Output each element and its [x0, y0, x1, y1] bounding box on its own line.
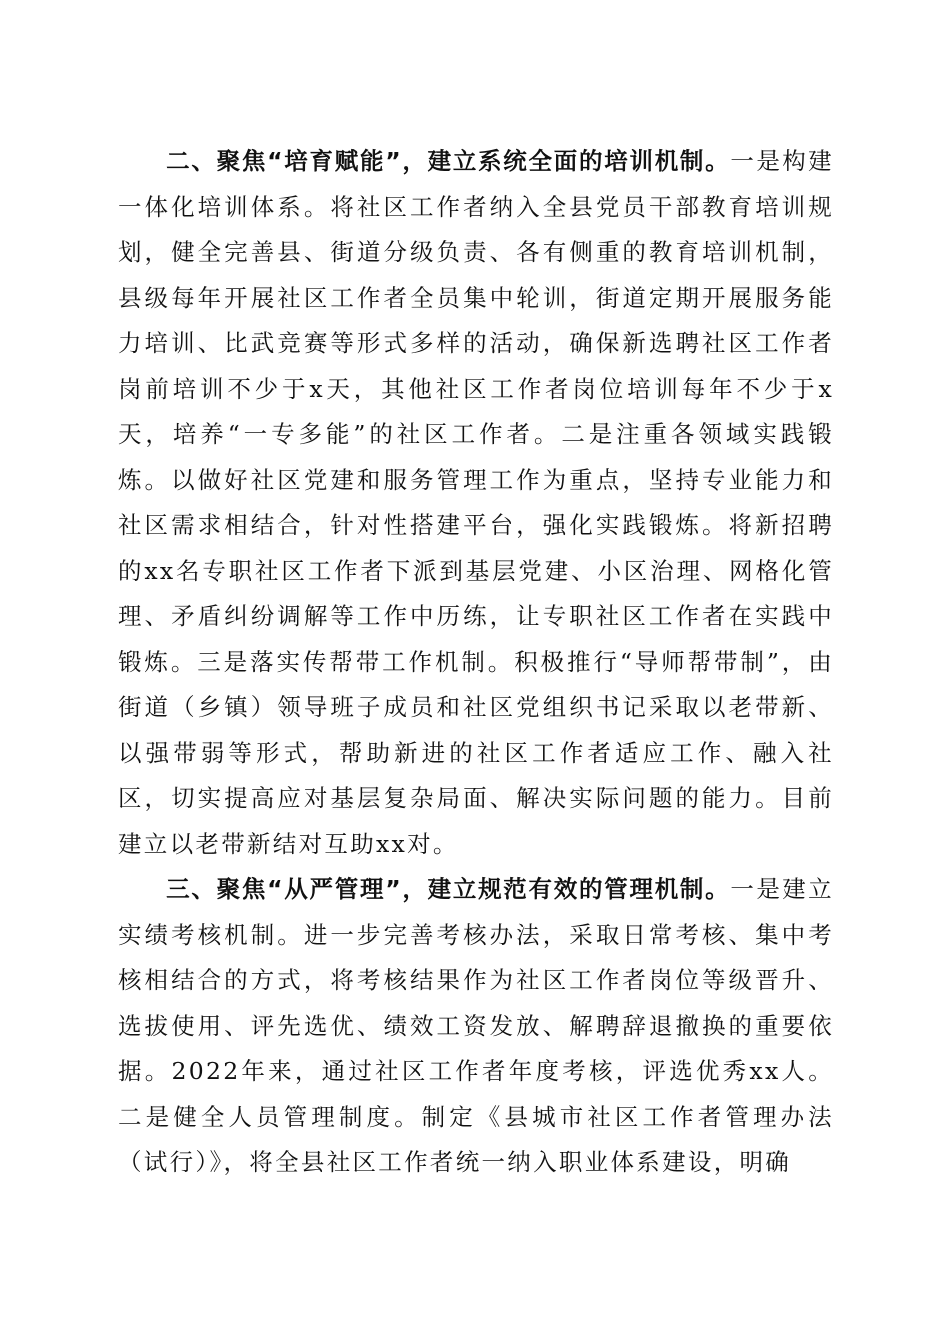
- paragraph-management: [118, 867, 834, 1186]
- paragraph-heading-management: 三、聚焦“从严管理”，建立规范有效的管理机制。: [166, 875, 731, 903]
- paragraph-training: [118, 139, 834, 867]
- paragraph-body-training: 一是构建一体化培训体系。将社区工作者纳入全县党员干部教育培训规划，健全完善县、街道分级负责、各有侧重的教育培训机制，县级每年开展社区工作者全员集中轮训，街道定期开展服务能力培训、比武竞赛等形式多样的活动，确保新选聘社区工作者岗前培训不少于x天，其他社区工作者岗位培训每年不少于x天，培养“一专多能”的社区工作者。二是注重各领域实践锻炼。以做好社区党建和服务管理工作为重点，坚持专业能力和社区需求相结合，针对性搭建平台，强化实践锻炼。将新招聘的xx名专职社区工作者下派到基层党建、小区治理、网格化管理、矛盾纠纷调解等工作中历练，让专职社区工作者在实践中锻炼。三是落实传帮带工作机制。积极推行“导师帮带制”，由街道（乡镇）领导班子成员和社区党组织书记采取以老带新、以强带弱等形式，帮助新进的社区工作者适应工作、融入社区，切实提高应对基层复杂局面、解决实际问题的能力。目前建立以老带新结对互助xx对。: [118, 147, 834, 858]
- paragraph-heading-training: 二、聚焦“培育赋能”，建立系统全面的培训机制。: [166, 147, 731, 175]
- paragraph-body-management: 一是建立实绩考核机制。进一步完善考核办法，采取日常考核、集中考核相结合的方式，将考核结果作为社区工作者岗位等级晋升、选拔使用、评先选优、绩效工资发放、解聘辞退撤换的重要依据。2022年来，通过社区工作者年度考核，评选优秀xx人。二是健全人员管理制度。制定《县城市社区工作者管理办法（试行）》，将全县社区工作者统一纳入职业体系建设，明确: [118, 875, 834, 1176]
- document-body: [118, 139, 834, 1186]
